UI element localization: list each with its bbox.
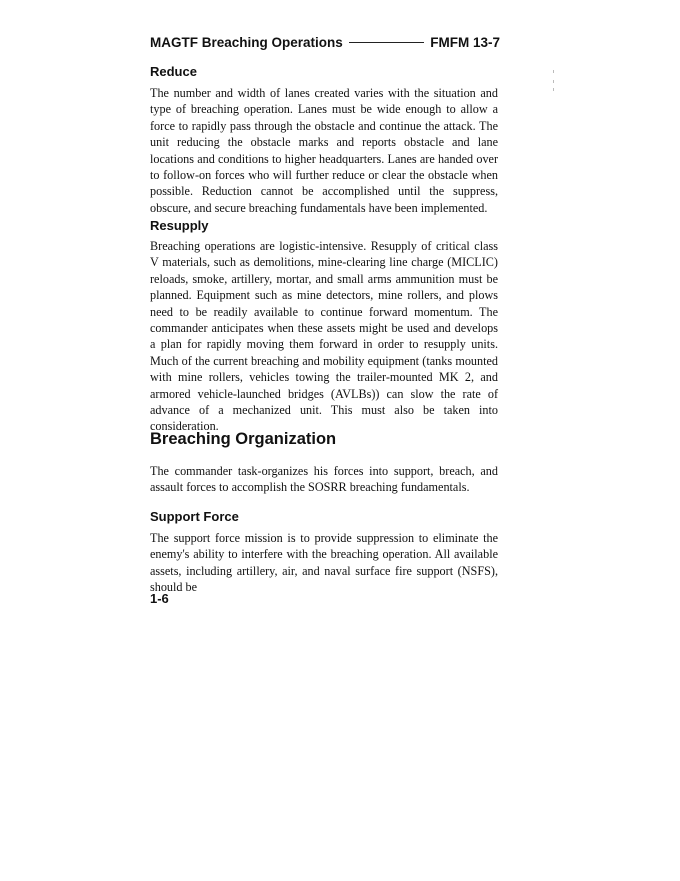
heading-support-force: Support Force	[150, 509, 239, 524]
header-title: MAGTF Breaching Operations	[150, 34, 343, 50]
scan-speck	[553, 70, 554, 73]
heading-breaching-organization: Breaching Organization	[150, 430, 337, 448]
heading-resupply: Resupply	[150, 218, 209, 233]
header-rule	[349, 42, 424, 43]
page-number: 1-6	[150, 591, 169, 606]
heading-reduce: Reduce	[150, 64, 197, 79]
scan-speck	[553, 80, 554, 83]
running-header	[150, 32, 500, 52]
scan-speck	[553, 88, 554, 91]
paragraph-resupply: Breaching operations are logistic-intensive. Resupply of critical class V materials, such as demolitions, mine-clearing line charge (MICLIC) reloads, smoke, artillery, mortar, and small arms ammunition must be planned. Equipment such as mine detectors, mine rollers, and plows need to be readily available to continue forward momentum. The commander anticipates when these assets might be used and develops a plan for rapidly moving them forward in order to resupply units. Much of the current breaching and mobility equipment (tanks mounted with mine rollers, vehicles towing the trailer-mounted MK 2, and armored vehicle-launched bridges (AVLBs)) can slow the rate of advance of a mechanized unit. This must also be taken into consideration.	[150, 239, 498, 434]
header-publication-number: FMFM 13-7	[430, 34, 500, 50]
paragraph-reduce: The number and width of lanes created varies with the situation and type of breaching operation. Lanes must be wide enough to allow a force to rapidly pass through the obstacle and continue the attack. The unit reducing the obstacle marks and reports obstacle and lane locations and conditions to higher headquarters. Lanes are handed over to follow-on forces who will further reduce or clear the obstacle when possible. Reduction cannot be accomplished until the suppress, obscure, and secure breaching fundamentals have been implemented.	[150, 86, 498, 215]
paragraph-breaching-organization: The commander task-organizes his forces into support, breach, and assault forces to accomplish the SOSRR breaching fundamentals.	[150, 464, 498, 495]
paragraph-support-force: The support force mission is to provide suppression to eliminate the enemy's ability to interfere with the breaching operation. All available assets, including artillery, air, and naval surface fire support (NSFS), should be	[150, 531, 498, 595]
